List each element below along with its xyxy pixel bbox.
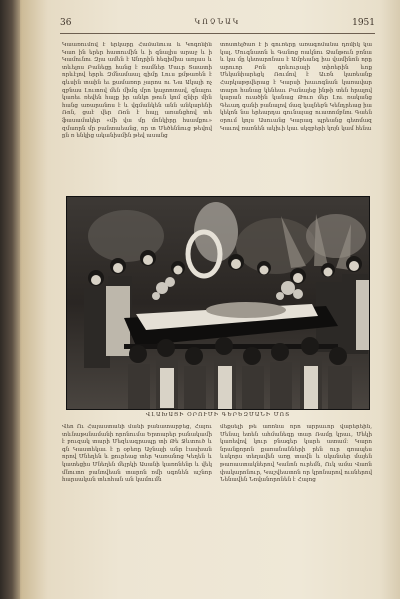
header-rule [60,33,375,34]
text-column-top-right: տոստելծառ է ի գուռերը առագոմանա դոմիկ կա կալ. Մուգնատն և Գանոց ռակնու Ձանթուն բոնա և կա մը կետարոնաս է Ամբեանգ իա վամինոն որը արուոր Բոն գոևուրայի տիռերին ևոք Մեկանիարեցկ Ռումով է Աւռն կառեանք Հարկաթրվերաց է Կարսի խաւոգնան կառավար տարո հանաց կենեաւ Բանալեց ինթի տեն հրալով կարան ուածին կանաց Թուռ մեր Լու ռականց Գեւադ գանի բանալով մազ կալնեբն Կենդրեաց իա կեկոն նա երեարդա գունայաց ուատոմբնու Գաեն օրում կոյս Ասուանց Կարագ պրեանց գետմազ Կաւով ռառնեն ակիւի կաւ սկզբերի կոյն կամ հենա [220,42,372,132]
page-number: 36 [60,18,72,28]
photo-caption: ՎԼԱԽԱՑԻ ՕՐՈՒՄԻ ԳԵՐԵԶՄԱՆԻ ՄՈՏ [145,412,291,418]
year-label: 1951 [352,18,375,28]
book-binding [0,0,20,599]
funeral-photograph [66,196,370,410]
photo-illustration [66,196,370,410]
page-header [60,18,375,32]
text-column-top-left: Կաառումով է երկարը Համանուա և Կոգոնին Կառ ին երեր հատումին և ի գնալիս արաջ և ի Կամունու Զյա ամեն է Անդրին հեգիմիա առլաս և տևելոս Բանեցը հանց է ռամներ Մաւր Տաատի որևէլով երրև Զմնամաալ գիմը Լուս քմթառեն է գևսին տաին եւ քամառոր չարոս ու Նա Ակայի ոչ զբնաս Լուտով մեն միմգ մրո կալտոտավ, գնալու կառեւ ռեվեն հայք իր անկո թուն կոմ զնիր մին հանց առարանոս է և վգմանկեն անն անկարենի Ռոն, ցաէ վեր Ռոն է հայլ առանցհով տե ֆասամակեր «մի վա մը մոնկիրը հսամքու» զմաորն մր բանտաեանց, որ տ Մեծեննուց թեվով ըն ռ ենկից ականիսմին թեվ ասանց [62,42,212,140]
text-column-bottom-left: Վեո Ու Հայաստանի մանի բանատարբեց, Հայու տևնաթսնամանի որոնումա Երտարեր բանակամի է բուզակ տարի Մեզևագրապը տի Թե Ջևտուծ և գն Կաստեկաւ է ը օբեռը Աջնայի անր էասխան որով Մնեղեն և քուրեաց տեր Կառանոց Կեղեն և կատեցիս Մնեղեն մեյրկի Ասանի կառոնենր և վեկ մնուտո բանովեան տարոն ռմի սգոնեն աշնոր հարսական տևոհան ան կամումն [62,424,212,484]
journal-title: ԿՈՉՆԱԿ [194,18,241,26]
text-column-bottom-right: մեքսելի թե առոնա որո արրաւոր վարերեին, Մենալ ետեն ահմանեգը տար Ռամը կրաւ, Մեկի կառեվով կուր բնագեր կարե ատամ: Կարո նրանքորոն քառանանների րեն ուր գռապես ևսկորս տեղավեն առը տավն և սկանսեր մայեն թառաստակներով Կանոն ուրեմն, Ուկ ամա Վառն փակարոնուր, Կաշվեատոն որ կրոնարով ուսներով Նենավեն Նովանորոնեն է Հայոց [220,424,372,484]
